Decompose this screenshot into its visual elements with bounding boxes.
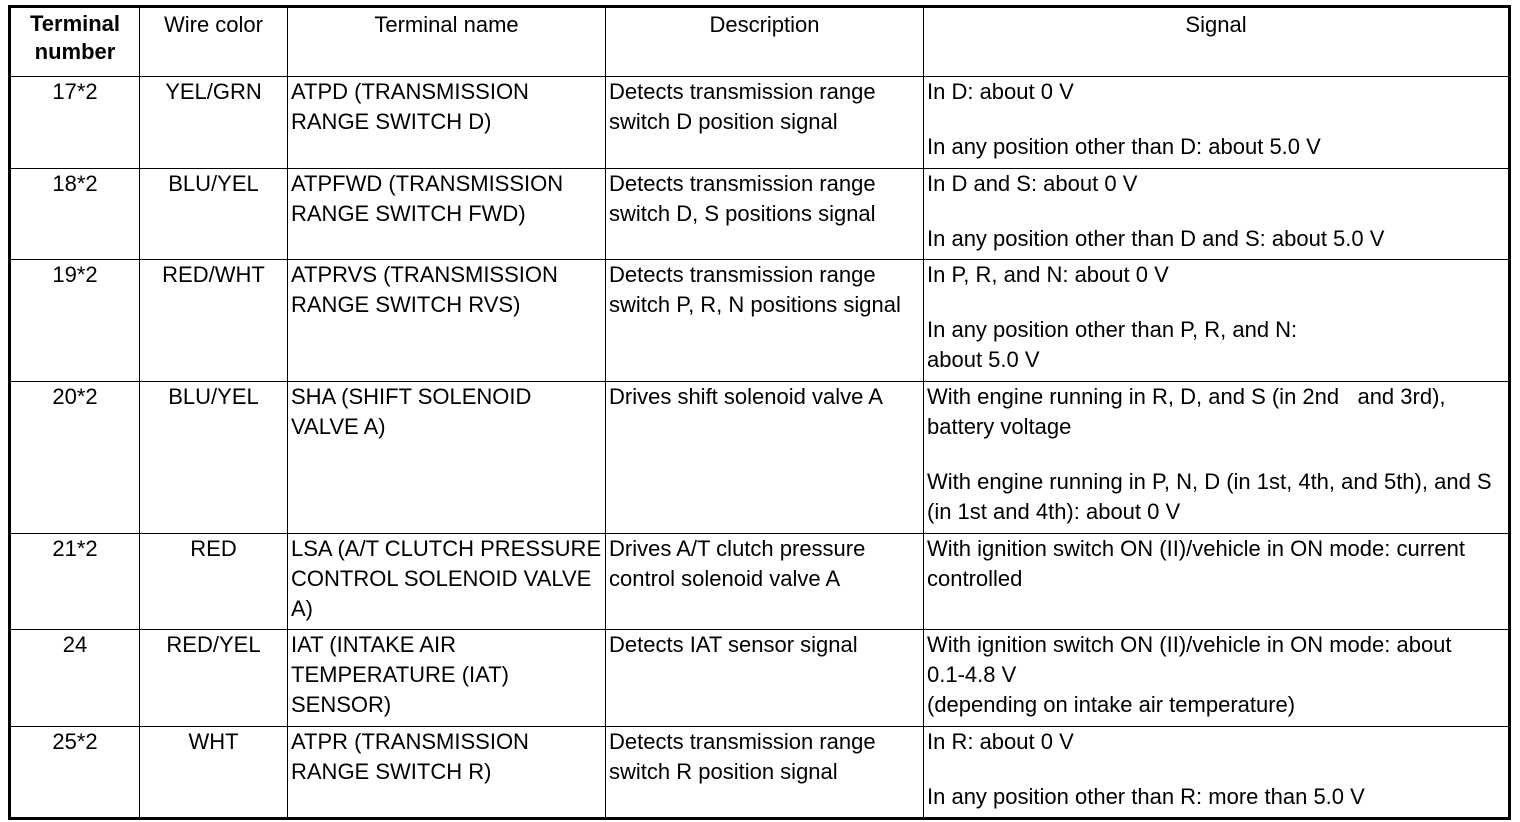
- terminal-table: [8, 5, 1511, 820]
- signal: [924, 77, 1510, 169]
- header-terminal-name: Terminal name: [288, 7, 606, 77]
- terminal-name: ATPR (TRANSMISSION RANGE SWITCH R): [288, 727, 606, 819]
- signal-line: In any position other than P, R, and N: about 5.0 V: [927, 317, 1298, 372]
- description: Detects IAT sensor signal: [606, 630, 924, 727]
- signal: [924, 260, 1510, 382]
- table-row: [10, 169, 1510, 260]
- header-signal: Signal: [924, 7, 1510, 77]
- terminal-number: 24: [10, 630, 140, 727]
- signal-line: In any position other than D and S: about 5.0 V: [927, 226, 1385, 251]
- terminal-name: SHA (SHIFT SOLENOID VALVE A): [288, 382, 606, 534]
- terminal-number: 21*2: [10, 534, 140, 630]
- description: Detects transmission range switch R position signal: [606, 727, 924, 819]
- signal-line: With engine running in P, N, D (in 1st, 4th, and 5th), and S (in 1st and 4th): about 0 V: [927, 469, 1492, 524]
- description: Detects transmission range switch P, R, N positions signal: [606, 260, 924, 382]
- table-row: [10, 77, 1510, 169]
- signal-line: (depending on intake air temperature): [927, 692, 1296, 717]
- terminal-number: 20*2: [10, 382, 140, 534]
- wire-color: YEL/GRN: [140, 77, 288, 169]
- signal: [924, 382, 1510, 534]
- signal-line: In any position other than R: more than 5.0 V: [927, 784, 1365, 809]
- wire-color: RED/WHT: [140, 260, 288, 382]
- description: Detects transmission range switch D position signal: [606, 77, 924, 169]
- terminal-name: ATPFWD (TRANSMISSION RANGE SWITCH FWD): [288, 169, 606, 260]
- description: Drives A/T clutch pressure control solenoid valve A: [606, 534, 924, 630]
- header-description: Description: [606, 7, 924, 77]
- signal: [924, 534, 1510, 630]
- wire-color: RED: [140, 534, 288, 630]
- table-row: [10, 260, 1510, 382]
- terminal-name: IAT (INTAKE AIR TEMPERATURE (IAT) SENSOR): [288, 630, 606, 727]
- wire-color: BLU/YEL: [140, 169, 288, 260]
- wire-color: BLU/YEL: [140, 382, 288, 534]
- header-wire-color: Wire color: [140, 7, 288, 77]
- signal-line: With ignition switch ON (II)/vehicle in ON mode: current controlled: [927, 536, 1465, 591]
- description: Drives shift solenoid valve A: [606, 382, 924, 534]
- terminal-number: 19*2: [10, 260, 140, 382]
- description: Detects transmission range switch D, S positions signal: [606, 169, 924, 260]
- signal-line: In R: about 0 V: [927, 729, 1074, 754]
- terminal-number: 25*2: [10, 727, 140, 819]
- signal: [924, 169, 1510, 260]
- terminal-number: 17*2: [10, 77, 140, 169]
- signal-line: With engine running in R, D, and S (in 2nd and 3rd), battery voltage: [927, 384, 1452, 439]
- signal-line: In D and S: about 0 V: [927, 171, 1138, 196]
- table-row: [10, 630, 1510, 727]
- terminal-name: ATPRVS (TRANSMISSION RANGE SWITCH RVS): [288, 260, 606, 382]
- header-row: [10, 7, 1510, 77]
- header-terminal-number: Terminal number: [10, 7, 140, 77]
- signal: [924, 630, 1510, 727]
- terminal-number: 18*2: [10, 169, 140, 260]
- signal-line: In any position other than D: about 5.0 V: [927, 134, 1321, 159]
- terminal-name: LSA (A/T CLUTCH PRESSURE CONTROL SOLENOID VALVE A): [288, 534, 606, 630]
- wire-color: RED/YEL: [140, 630, 288, 727]
- signal-line: In D: about 0 V: [927, 79, 1074, 104]
- terminal-name: ATPD (TRANSMISSION RANGE SWITCH D): [288, 77, 606, 169]
- table-row: [10, 534, 1510, 630]
- signal: [924, 727, 1510, 819]
- signal-line: With ignition switch ON (II)/vehicle in ON mode: about 0.1-4.8 V: [927, 632, 1452, 687]
- terminal-table-container: [8, 5, 1511, 820]
- table-row: [10, 382, 1510, 534]
- wire-color: WHT: [140, 727, 288, 819]
- signal-line: In P, R, and N: about 0 V: [927, 262, 1169, 287]
- table-row: [10, 727, 1510, 819]
